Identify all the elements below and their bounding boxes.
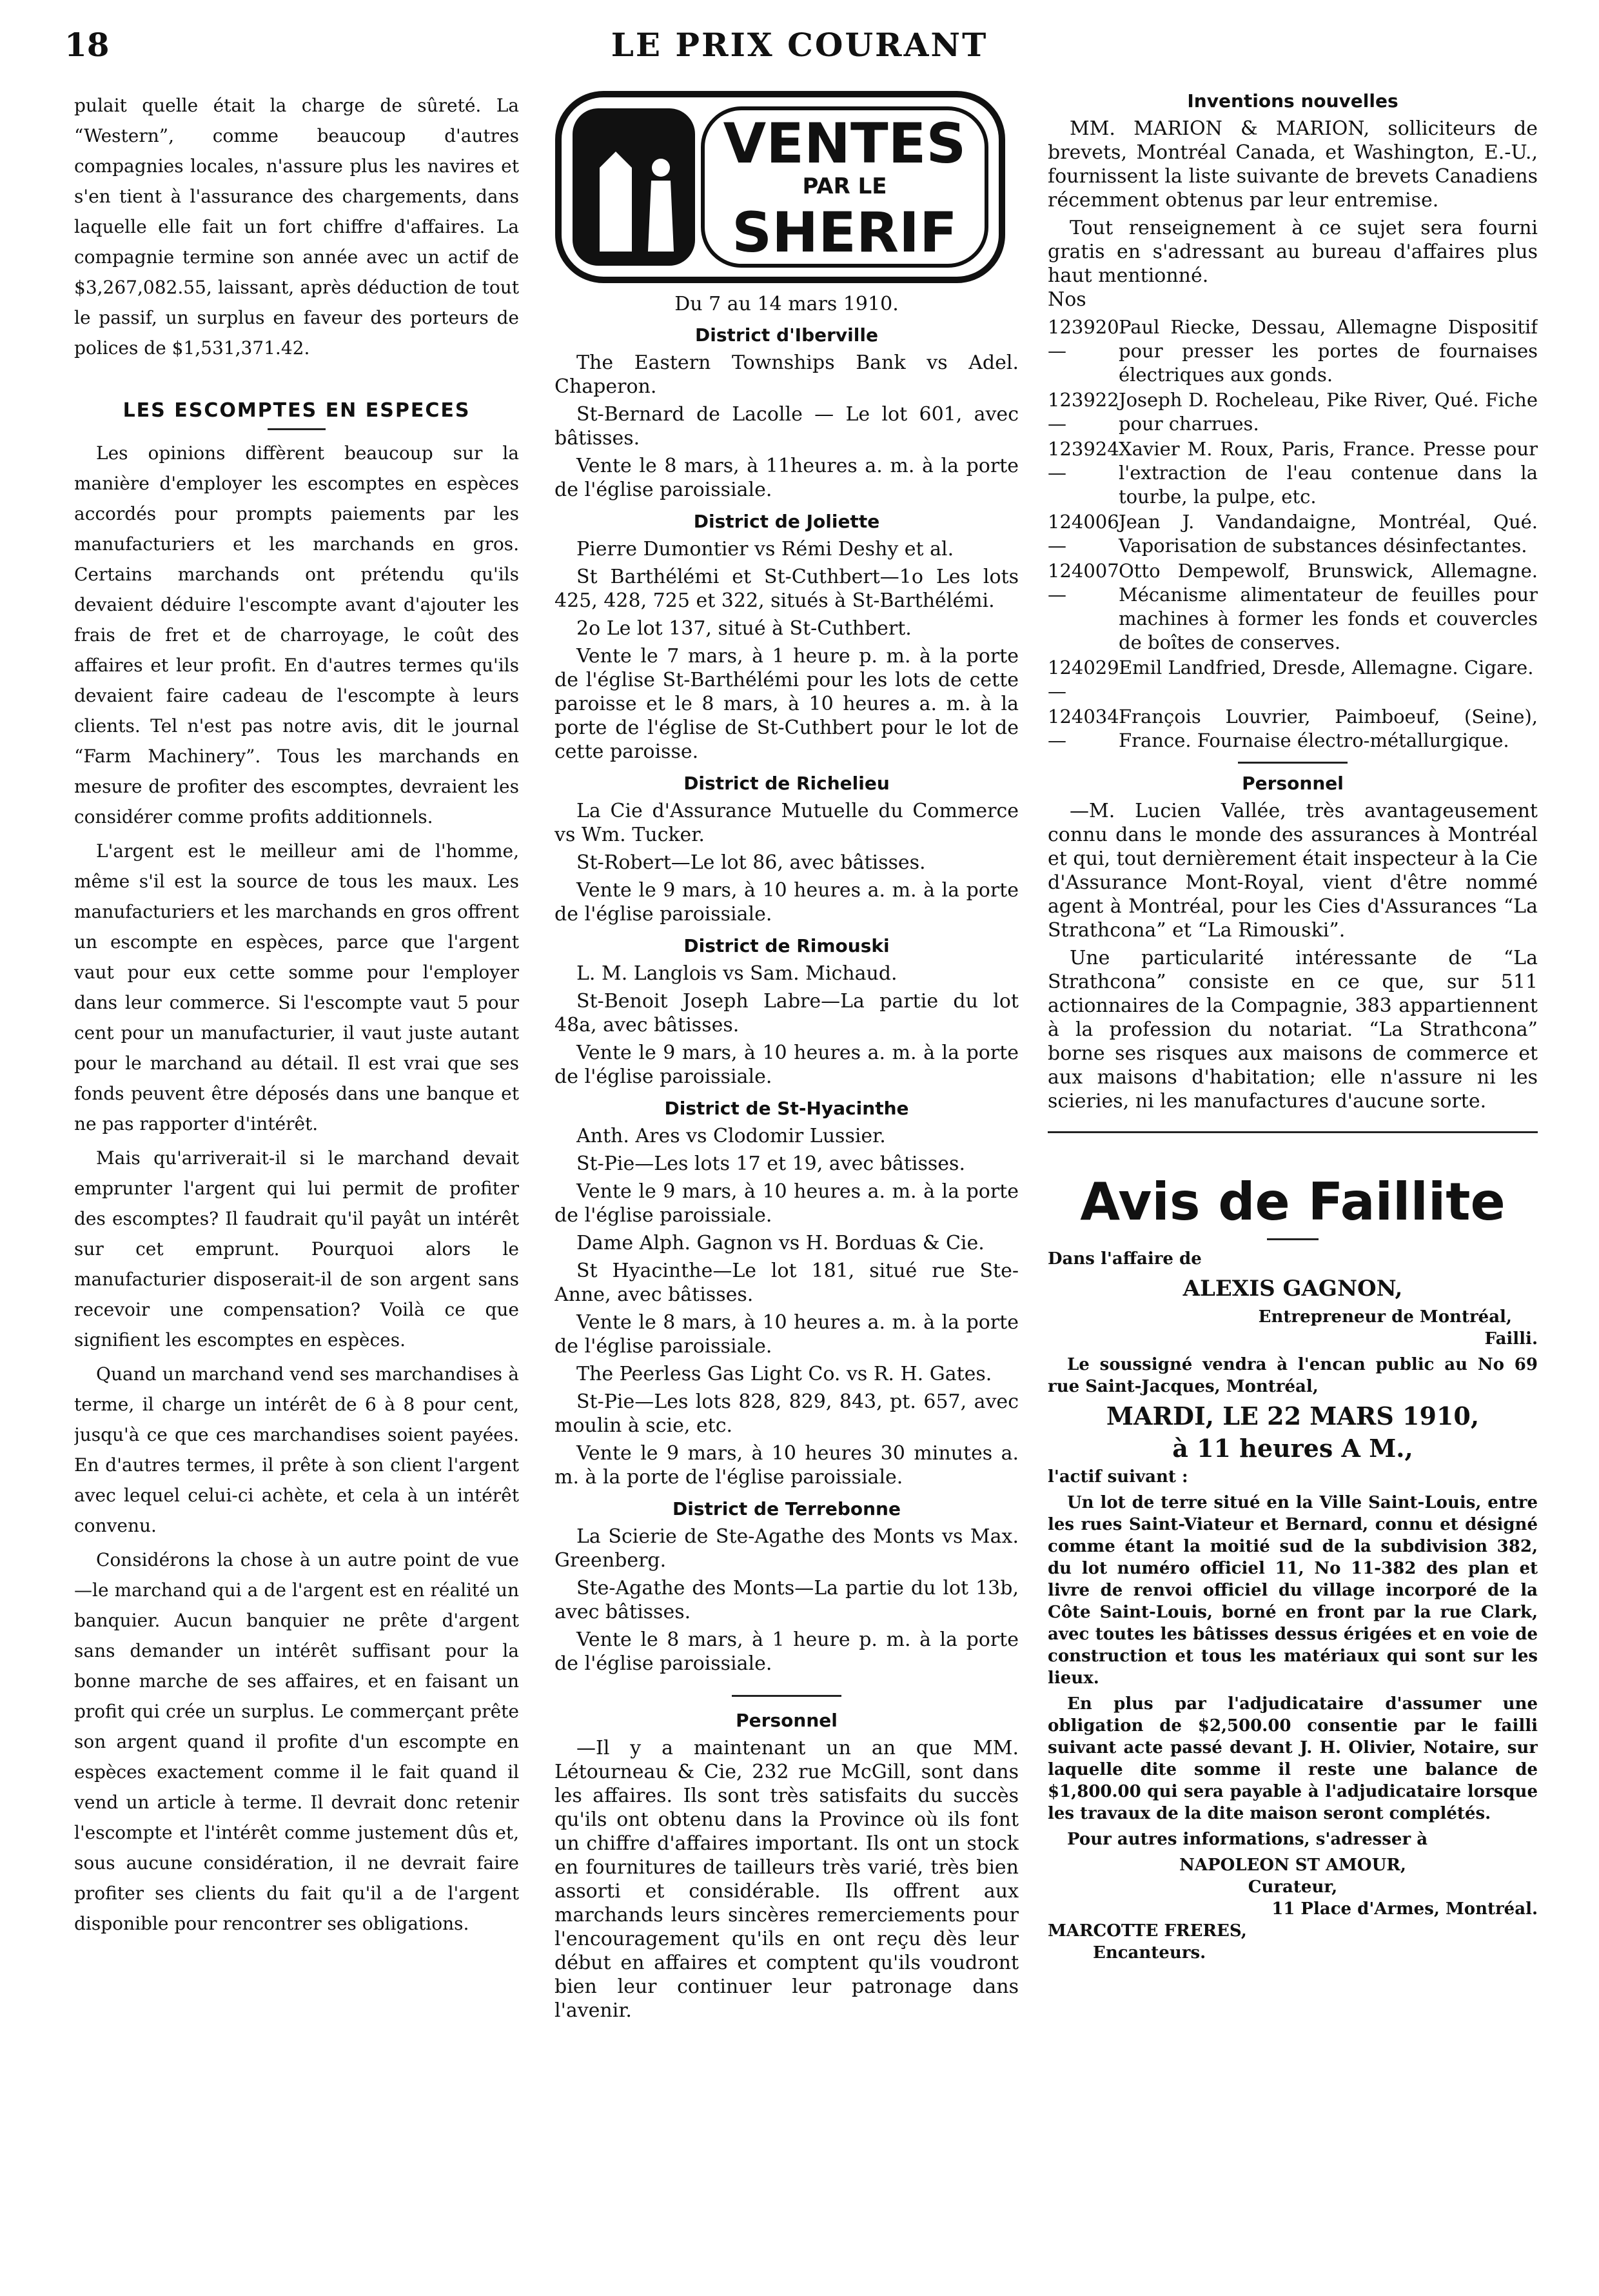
divider (1238, 762, 1348, 764)
actif-label: l'actif suivant : (1048, 1467, 1188, 1487)
curator-name: NAPOLEON ST AMOUR, (1179, 1856, 1406, 1875)
personnel-heading: Personnel (736, 1710, 838, 1731)
patent-entry (1048, 705, 1538, 753)
avis-faillite-title: Avis de Faillite (1080, 1172, 1506, 1232)
person-icon (652, 159, 670, 177)
article-title: LES ESCOMPTES EN ESPECES (123, 399, 471, 422)
district-entry: Vente le 9 mars, à 10 heures a. m. à la porte de l'église paroissiale. (554, 1042, 1019, 1088)
district-entry: Vente le 8 mars, à 11heures a. m. à la porte de l'église paroissiale. (554, 455, 1019, 501)
patent-number: 124029— (1048, 657, 1119, 702)
journal-title: LE PRIX COURANT (611, 26, 988, 64)
debtor-name: ALEXIS GAGNON, (1182, 1276, 1403, 1301)
article-paragraph: Quand un marchand vend ses marchandises à terme, il charge un intérêt de 6 à 8 pour cent, jusqu'à ce que ces marchandises soient payées. En d'autres termes, il prête à son client l'argent avec lequel celui-ci achète, et cela à un intérêt convenu. (74, 1363, 519, 1536)
district-entry: St Barthélémi et St-Cuthbert—1o Les lots 425, 428, 725 et 322, situés à St-Barthélémi. (554, 566, 1019, 612)
district-entry: St-Pie—Les lots 828, 829, 843, pt. 657, avec moulin à scie, etc. (554, 1390, 1019, 1437)
article-paragraph: Mais qu'arriverait-il si le marchand devait emprunter l'argent qui lui permit de profiter des escomptes? Il faudrait qu'il payât un intérêt sur cet emprunt. Pourquoi alors le manufacturier disposerait-il de son argent sans recevoir une compensation? Voilà ce que signifient les escomptes en espèces. (74, 1147, 519, 1351)
district-entry: Dame Alph. Gagnon vs H. Borduas & Cie. (576, 1232, 985, 1254)
building-icon (600, 152, 632, 252)
ventes-sherif-banner (554, 90, 1006, 284)
personnel-text: Une particularité intéressante de “La Strathcona” consiste en ce que, sur 511 actionnaires de la Compagnie, 383 appartiennent à la profession du notariat. “La Strathcona” borne ses risques aux maisons de commerce et aux maisons d'habitation; elle n'assure ni les scieries, ni les manufactures d'aucune sorte. (1048, 947, 1538, 1113)
district-heading: District de St-Hyacinthe (664, 1098, 909, 1119)
personnel-text: —Il y a maintenant un an que MM. Létourneau & Cie, 232 rue McGill, sont dans les affaires. Ils sont très satisfaits du succès qu'ils ont obtenu dans la Province où ils font un chiffre d'affaires important. Ils ont un stock en fournitures de tailleurs très varié, très bien assorti et considérable. Ils offrent aux marchands leurs sincères remerciements pour l'encouragement qu'ils en ont reçu dès leur début en affaires et comptent qu'ils voudront bien leur continuer leur patronage dans l'avenir. (554, 1737, 1019, 2022)
district-heading: District de Joliette (693, 511, 880, 532)
column-left (74, 90, 519, 2212)
district-entry: Pierre Dumontier vs Rémi Deshy et al. (576, 538, 954, 560)
article-paragraph: L'argent est le meilleur ami de l'homme, même s'il est la source de tous les maux. Les manufacturiers et les marchands en gros offrent un escompte en espèces, parce que l'argent vaut pour eux cette somme pour l'employer dans leur commerce. Si l'escompte vaut 5 pour cent pour un manufacturier, il vaut juste autant pour le marchand au détail. Il est vrai que ses fonds peuvent être déposés dans une banque et ne pas rapporter d'intérêt. (74, 840, 519, 1134)
auctioneer-name: MARCOTTE FRERES, (1048, 1921, 1247, 1941)
district-entry: Vente le 9 mars, à 10 heures a. m. à la porte de l'église paroissiale. (554, 1180, 1019, 1227)
patent-text: Otto Dempewolf, Brunswick, Allemagne. Mécanisme alimentateur de feuilles pour machines à former les fonds et couvercles de boîtes de conserves. (1119, 560, 1538, 653)
patent-text: Joseph D. Rocheleau, Pike River, Qué. Fiche pour charrues. (1119, 389, 1538, 435)
district-heading: District de Rimouski (683, 935, 890, 956)
patent-entry (1048, 437, 1538, 509)
patent-entry (1048, 656, 1538, 704)
auctioneer-role: Encanteurs. (1093, 1943, 1206, 1963)
column-right (1048, 90, 1538, 2296)
sale-dates: Du 7 au 14 mars 1910. (674, 293, 899, 315)
district-entry: St-Robert—Le lot 86, avec bâtisses. (576, 851, 926, 874)
patent-entry (1048, 388, 1538, 436)
patent-entry (1048, 315, 1538, 387)
district-entry: The Peerless Gas Light Co. vs R. H. Gates. (576, 1363, 992, 1385)
patent-number: 124007— (1048, 560, 1119, 606)
divider (1048, 1131, 1538, 1133)
divider (1267, 1238, 1319, 1240)
debtor-role: Entrepreneur de Montréal, (1258, 1307, 1512, 1327)
patent-text: Paul Riecke, Dessau, Allemagne Dispositif pour presser les portes de fournaises électriques aux gonds. (1119, 316, 1538, 386)
district-entry: St-Pie—Les lots 17 et 19, avec bâtisses. (576, 1153, 965, 1175)
patent-number: 123920— (1048, 316, 1119, 362)
patent-text: Xavier M. Roux, Paris, France. Presse pour l'extraction de l'eau contenue dans la tourbe, la pulpe, etc. (1119, 438, 1538, 508)
district-entry: Anth. Ares vs Clodomir Lussier. (576, 1125, 886, 1147)
district-entry: La Cie d'Assurance Mutuelle du Commerce vs Wm. Tucker. (554, 800, 1019, 846)
info-text: Pour autres informations, s'adresser à (1067, 1830, 1428, 1849)
obligation-text: En plus par l'adjudicataire d'assumer une obligation de $2,500.00 consentie par le failli suivant acte passé devant J. H. Olivier, Notaire, sur laquelle dite somme il reste une balance de $1,800.00 qui sera payable à l'adjudicataire lorsque les travaux de la dite maison seront complétés. (1048, 1694, 1538, 1823)
sale-intro: Le soussigné vendra à l'encan public au No 69 rue Saint-Jacques, Montréal, (1048, 1355, 1538, 1396)
banner-ventes: VENTES (723, 112, 966, 176)
district-entry: L. M. Langlois vs Sam. Michaud. (576, 962, 898, 985)
article-paragraph: Les opinions diffèrent beaucoup sur la manière d'employer les escomptes en espèces accordés pour prompts paiements par les manufacturiers et les marchands en gros. Certains marchands ont prétendu qu'ils devaient déduire l'escompte avant d'ajouter les frais de fret et de charroyage, le coût des affaires et leur profit. En d'autres termes qu'ils devaient faire cadeau de l'escompte à leurs clients. Tel n'est pas notre avis, dit le journal “Farm Machinery”. Tous les marchands en mesure de profiter des escomptes, devraient les considérer comme profits additionnels. (74, 442, 519, 827)
patent-number: 123924— (1048, 438, 1119, 484)
district-entry: Vente le 8 mars, à 1 heure p. m. à la porte de l'église paroissiale. (554, 1628, 1019, 1675)
curator-address: 11 Place d'Armes, Montréal. (1271, 1899, 1538, 1919)
district-entry: The Eastern Townships Bank vs Adel. Chaperon. (554, 351, 1019, 398)
inventions-intro: MM. MARION & MARION, solliciteurs de brevets, Montréal Canada, et Washington, E.-U., fournissent la liste suivante de brevets Canadiens récemment obtenus par leur entremise. (1048, 117, 1538, 212)
sale-time: à 11 heures A M., (1172, 1434, 1413, 1463)
district-entry: St-Bernard de Lacolle — Le lot 601, avec bâtisses. (554, 403, 1019, 450)
district-heading: District de Terrebonne (672, 1498, 901, 1519)
district-heading: District de Richelieu (683, 773, 890, 794)
divider (732, 1695, 841, 1697)
page-header (64, 26, 1535, 77)
district-entry: Vente le 9 mars, à 10 heures 30 minutes a. m. à la porte de l'église paroissiale. (554, 1442, 1019, 1489)
patent-entry (1048, 510, 1538, 558)
curator-role: Curateur, (1248, 1877, 1338, 1897)
decorative-illustration (573, 108, 695, 266)
divider (268, 428, 326, 430)
patent-number: 123922— (1048, 389, 1119, 435)
inventions-heading: Inventions nouvelles (1187, 90, 1398, 112)
district-heading: District d'Iberville (695, 324, 878, 346)
district-entry: Ste-Agathe des Monts—La partie du lot 13b, avec bâtisses. (554, 1577, 1019, 1623)
lot-description: Un lot de terre situé en la Ville Saint-Louis, entre les rues Saint-Viateur et Bernard, connu et désigné comme étant la moitié sud de la subdivision 382, du lot numéro officiel 11, No 11-382 des plan et livre de renvoi officiel du village incorporé de la Côte Saint-Louis, borné en front par la rue Clark, avec toutes les bâtisses dessus érigées et en voie de construction et tous les matériaux qui sont sur les lieux. (1048, 1493, 1538, 1688)
article-intro: pulait quelle était la charge de sûreté. La “Western”, comme beaucoup d'autres compagnies locales, n'assure plus les navires et s'en tient à l'assurance des chargements, dans laquelle elle fait un fort chiffre d'affaires. La compagnie termine son année avec un actif de $3,267,082.55, laissant, après déduction de tout le passif, un surplus en faveur des porteurs de polices de $1,531,371.42. (74, 95, 519, 359)
banner-par-le: PAR LE (802, 173, 887, 199)
patent-number: 124006— (1048, 511, 1119, 557)
district-entry: La Scierie de Ste-Agathe des Monts vs Max. Greenberg. (554, 1525, 1019, 1572)
district-entry: Vente le 8 mars, à 10 heures a. m. à la porte de l'église paroissiale. (554, 1311, 1019, 1358)
district-entry: St-Benoit Joseph Labre—La partie du lot 48a, avec bâtisses. (554, 990, 1019, 1036)
sale-date: MARDI, LE 22 MARS 1910, (1106, 1401, 1480, 1430)
district-entry: St Hyacinthe—Le lot 181, situé rue Ste-Anne, avec bâtisses. (554, 1260, 1019, 1306)
column-middle (554, 90, 1019, 2238)
personnel-heading: Personnel (1242, 773, 1344, 794)
article-paragraph: Considérons la chose à un autre point de vue—le marchand qui a de l'argent est en réalité un banquier. Aucun banquier ne prête d'argent sans demander un intérêt suffisant pour la bonne marche de ses affaires, et en faisant un profit qui crée un surplus. Le commerçant prête son argent quand il profite d'un escompte en espèces exactement comme il le fait quand il vend un article à terme. Il devrait donc retenir l'escompte et l'intérêt comme justement dûs et, sous aucune considération, il ne devrait faire profiter ses clients du fait qu'il a de l'argent disponible pour rencontrer ses obligations. (74, 1549, 519, 1934)
dans-affaire: Dans l'affaire de (1048, 1249, 1202, 1269)
patent-text: Emil Landfried, Dresde, Allemagne. Cigare. (1119, 657, 1534, 678)
patent-entry (1048, 559, 1538, 655)
nos-label: Nos (1048, 288, 1086, 311)
patent-number: 124034— (1048, 706, 1119, 751)
inventions-info: Tout renseignement à ce sujet sera fourni gratis en s'adressant au bureau d'affaires plus haut mentionné. (1048, 217, 1538, 287)
banner-sherif: SHERIF (732, 201, 957, 265)
district-entry: 2o Le lot 137, situé à St-Cuthbert. (576, 617, 912, 640)
district-entry: Vente le 9 mars, à 10 heures a. m. à la porte de l'église paroissiale. (554, 879, 1019, 925)
personnel-text: —M. Lucien Vallée, très avantageusement connu dans le monde des assurances à Montréal et qui, tout dernièrement était inspecteur à la Cie d'Assurance Mont-Royal, vient d'être nommé agent à Montréal, pour les Cies d'Assurances “La Strathcona” et “La Rimouski”. (1048, 800, 1538, 942)
page-number: 18 (64, 26, 110, 64)
failli-label: Failli. (1484, 1329, 1538, 1349)
district-entry: Vente le 7 mars, à 1 heure p. m. à la porte de l'église St-Barthélémi pour les lots de cette paroisse et le 8 mars, à 10 heures a. m. à la porte de l'église de St-Cuthbert pour le lot de cette paroisse. (554, 645, 1019, 763)
patent-text: François Louvrier, Paimboeuf, (Seine), France. Fournaise électro-métallurgique. (1119, 706, 1538, 751)
patent-text: Jean J. Vandandaigne, Montréal, Qué. Vaporisation de substances désinfectantes. (1119, 511, 1538, 557)
